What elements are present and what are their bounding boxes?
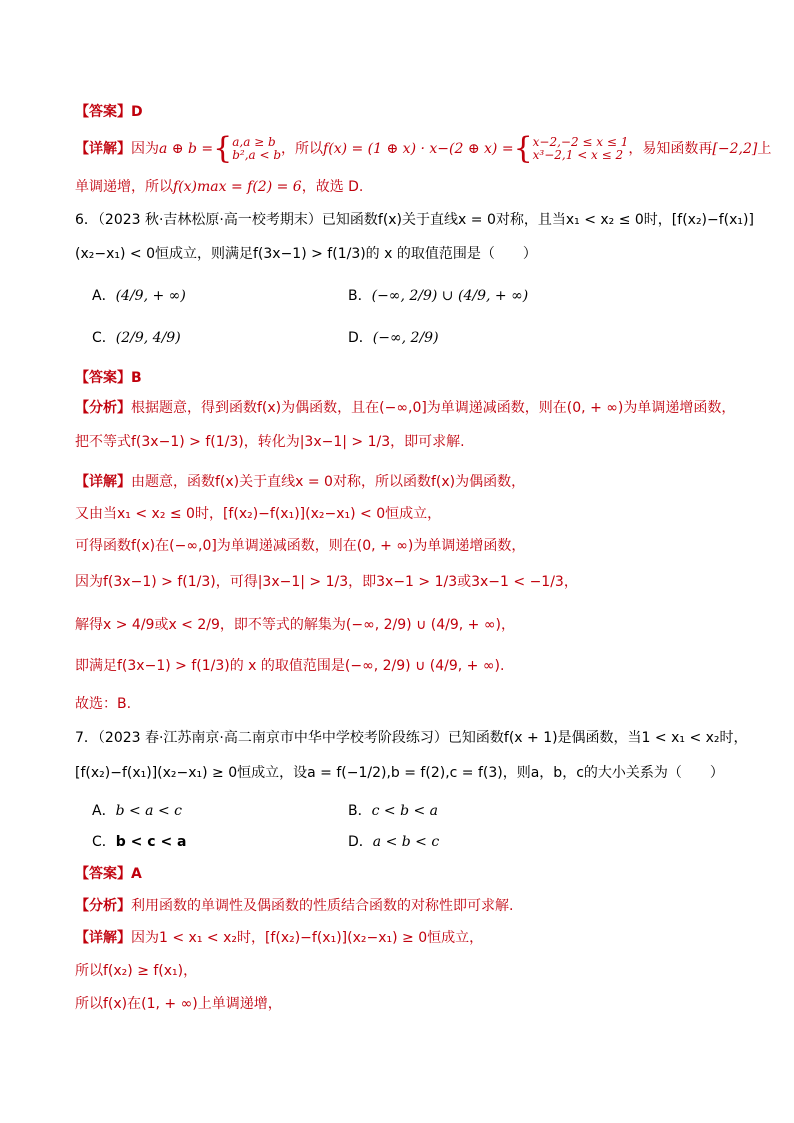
q6-option-b [348,286,528,306]
q6-stem-line-2: (x₂−x₁) < 0恒成立，则满足f(3x−1) > f(1/3)的 x 的取值范围是（ ） [75,246,537,262]
q6-detail-2: 又由当x₁ < x₂ ≤ 0时，[f(x₂)−f(x₁)](x₂−x₁) < 0恒成立， [75,506,442,522]
detail-tag: 【详解】 [75,930,131,946]
q6-stem-line-1: 6．（2023 秋·吉林松原·高一校考期末）已知函数f(x)关于直线x = 0对称，且当x₁ < x₂ ≤ 0时，[f(x₂)−f(x₁)] [75,212,754,228]
option-text: (−∞, 2/9) ∪ (4/9, + ∞) [371,288,529,304]
detail-tag: 【详解】 [75,474,131,490]
detail-tag: 【详解】 [75,141,131,157]
option-label: C． [92,834,116,850]
case-3: x−2,−2 ≤ x ≤ 1 [532,135,629,149]
q6-detail-3: 可得函数f(x)在(−∞,0]为单调递减函数，则在(0, + ∞)为单调递增函数， [75,538,526,554]
q6-option-c [92,328,181,348]
q6-analysis-2: 把不等式f(3x−1) > f(1/3)，转化为|3x−1| > 1/3，即可求解. [75,434,465,450]
detail-text: 因为1 < x₁ < x₂时，[f(x₂)−f(x₁)](x₂−x₁) ≥ 0恒成立， [131,930,484,946]
brace-icon: { [513,131,533,166]
option-label: B． [348,288,372,304]
q7-option-d [348,832,439,852]
answer-value: B [131,370,142,386]
q6-detail-5: 解得x > 4/9或x < 2/9，即不等式的解集为(−∞, 2/9) ∪ (4/9, + ∞)， [75,617,515,633]
option-label: C． [92,330,116,346]
option-text: b < c < a [115,834,187,850]
q7-stem-line-1: 7．（2023 春·江苏南京·高二南京市中华中学校考阶段练习）已知函数f(x + 1)是偶函数，当1 < x₁ < x₂时， [75,730,748,746]
q7-detail-2: 所以f(x₂) ≥ f(x₁)， [75,963,198,979]
q6-detail-6: 即满足f(3x−1) > f(1/3)的 x 的取值范围是(−∞, 2/9) ∪ (4/9, + ∞). [75,658,505,674]
option-label: A． [92,803,116,819]
detail-line-5a [75,131,772,166]
q7-option-a [92,801,182,821]
brace-icon: { [213,131,233,166]
q7-option-c [92,832,187,852]
text: ，易知函数再 [628,141,713,157]
text: 单调递增，所以 [75,179,173,195]
option-label: D． [348,330,373,346]
q7-detail-3: 所以f(x)在(1, + ∞)上单调递增， [75,996,282,1012]
case-2: b²,a < b [232,148,282,162]
option-text: (−∞, 2/9) [372,330,439,346]
case-4: x³−2,1 < x ≤ 2 [532,148,624,162]
def-expr: a ⊕ b = [159,141,214,157]
q6-choose: 故选：B. [75,696,132,712]
analysis-text: 根据题意，得到函数f(x)为偶函数，且在(−∞,0]为单调递减函数，则在(0, + ∞)为单调递增函数， [131,400,736,416]
answer-tag: 【答案】 [75,104,131,120]
q7-detail-1 [75,928,483,948]
analysis-tag: 【分析】 [75,400,131,416]
detail-line-5b [75,177,363,197]
text: 上 [757,141,772,157]
q7-stem-line-2: [f(x₂)−f(x₁)](x₂−x₁) ≥ 0恒成立，设a = f(−1/2),b = f(2),c = f(3)，则a，b，c的大小关系为（ ） [75,765,724,781]
q7-analysis-1 [75,896,513,916]
analysis-text: 利用函数的单调性及偶函数的性质结合函数的对称性即可求解. [131,898,514,914]
q6-detail-1 [75,472,525,492]
q6-analysis-1 [75,398,735,418]
answer-tag: 【答案】 [75,866,131,882]
detail-text: 由题意，函数f(x)关于直线x = 0对称，所以函数f(x)为偶函数， [131,474,526,490]
analysis-tag: 【分析】 [75,898,131,914]
q6-detail-4: 因为f(3x−1) > f(1/3)，可得|3x−1| > 1/3，即3x−1 > 1/3或3x−1 < −1/3， [75,574,578,590]
option-text: c < b < a [371,803,439,819]
option-label: A． [92,288,116,304]
option-text: (2/9, 4/9) [115,330,181,346]
fx-expr: f(x) = (1 ⊕ x) · x−(2 ⊕ x) = [323,141,514,157]
option-text: a < b < c [372,834,440,850]
q7-option-b [348,801,438,821]
option-text: (4/9, + ∞) [115,288,186,304]
answer-value: D [131,104,143,120]
answer-line-5 [75,102,143,122]
cases [533,136,629,162]
q6-option-d [348,328,439,348]
q6-option-a [92,286,186,306]
option-label: D． [348,834,373,850]
text: 因为 [131,141,159,157]
text: ，故选 D. [301,179,364,195]
interval: [−2,2] [712,141,758,157]
q7-answer [75,864,142,884]
text: ，所以 [281,141,324,157]
answer-value: A [131,866,142,882]
max-expr: f(x)max = f(2) = 6 [173,179,302,195]
option-text: b < a < c [115,803,182,819]
case-1: a,a ≥ b [232,135,276,149]
cases [232,136,281,162]
option-label: B． [348,803,372,819]
answer-tag: 【答案】 [75,370,131,386]
q6-answer [75,368,142,388]
